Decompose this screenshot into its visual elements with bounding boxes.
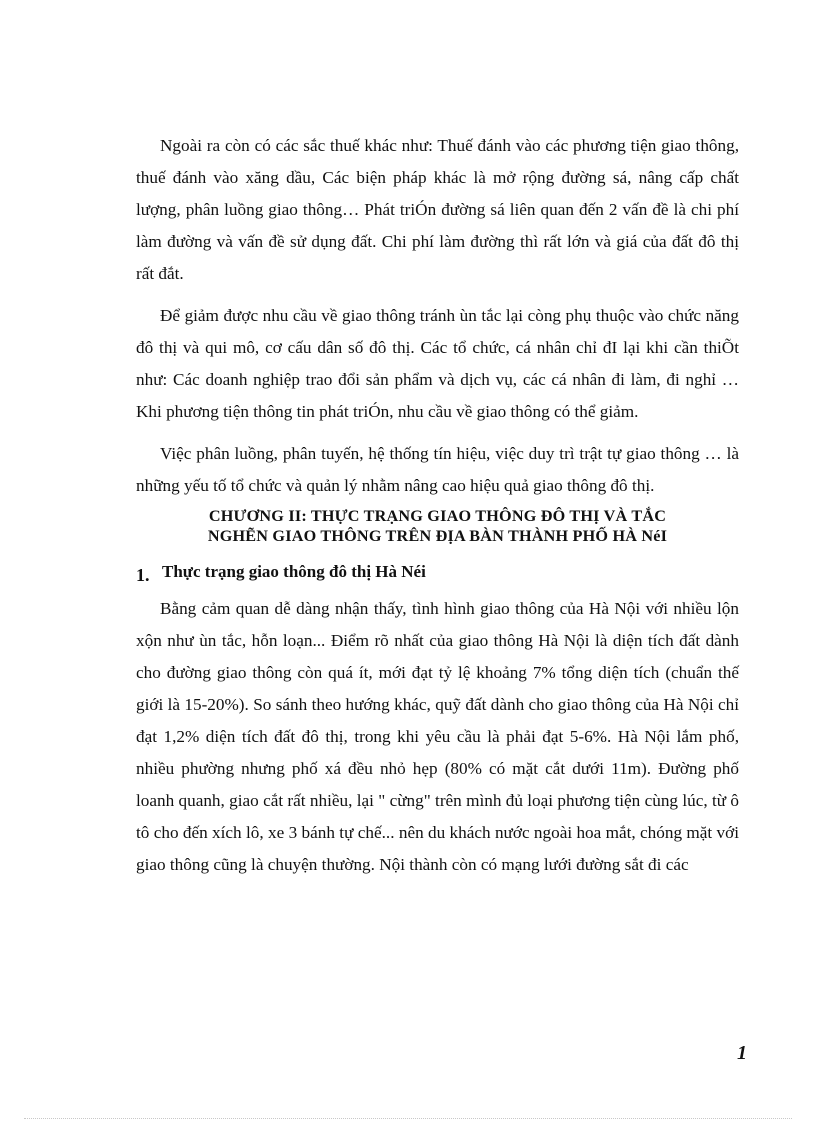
section-number: 1. xyxy=(136,565,150,585)
page-content xyxy=(136,130,739,891)
section-heading xyxy=(136,558,739,589)
page-number: 1 xyxy=(737,1042,747,1064)
chapter-heading xyxy=(136,506,739,546)
paragraph-reduce-demand: Để giảm được nhu cầu về giao thông tránh ùn tắc lại còng phụ thuộc vào chức năng đô thị và qui mô, cơ cấu dân số đô thị. Các tổ chức, cá nhân chỉ đI lại khi cần thiÕt như: Các doanh nghiệp trao đổi sản phẩm và dịch vụ, các cá nhân đi làm, đi nghỉ … Khi phương tiện thông tin phát triÓn, nhu cầu về giao thông có thể giảm. xyxy=(136,306,739,421)
chapter-heading-line1: CHƯƠNG II: THỰC TRẠNG GIAO THÔNG ĐÔ THỊ VÀ TẮC xyxy=(208,507,667,525)
paragraph-traffic-management: Việc phân luồng, phân tuyến, hệ thống tín hiệu, việc duy trì trật tự giao thông … là những yếu tố tổ chức và quản lý nhằm nâng cao hiệu quả giao thông đô thị. xyxy=(136,444,739,495)
section-title: Thực trạng giao thông đô thị Hà Néi xyxy=(162,562,426,581)
chapter-heading-line2: NGHẼN GIAO THÔNG TRÊN ĐỊA BÀN THÀNH PHỐ HÀ NéI xyxy=(207,527,668,545)
paragraph-other-taxes: Ngoài ra còn có các sắc thuế khác như: Thuế đánh vào các phương tiện giao thông, thuế đánh vào xăng dầu, Các biện pháp khác là mở rộng đường sá, nâng cấp chất lượng, phân luồng giao thông… Phát triÓn đường sá liên quan đến 2 vấn đề là chi phí làm đường và vấn đề sử dụng đất. Chi phí làm đường thì rất lớn và giá của đất đô thị rất đắt. xyxy=(136,136,739,283)
page-bottom-border xyxy=(24,1118,792,1119)
paragraph-hanoi-traffic: Bằng cảm quan dễ dàng nhận thấy, tình hình giao thông của Hà Nội với nhiều lộn xộn như ùn tắc, hỗn loạn... Điểm rõ nhất của giao thông Hà Nội là diện tích đất dành cho đường giao thông còn quá ít, mới đạt tỷ lệ khoảng 7% tổng diện tích (chuẩn thế giới là 15-20%). So sánh theo hướng khác, quỹ đất dành cho giao thông của Hà Nội chỉ đạt 1,2% diện tích đất đô thị, trong khi yêu cầu là phải đạt 5-6%. Hà Nội lắm phố, nhiều phường nhưng phố xá đều nhỏ hẹp (80% có mặt cắt dưới 11m). Đường phố loanh quanh, giao cắt rất nhiều, lại " cừng" trên mình đủ loại phương tiện cùng lúc, từ ô tô cho đến xích lô, xe 3 bánh tự chế... nên du khách nước ngoài hoa mắt, chóng mặt với giao thông cũng là chuyện thường. Nội thành còn có mạng lưới đường sắt đi các xyxy=(136,599,739,874)
